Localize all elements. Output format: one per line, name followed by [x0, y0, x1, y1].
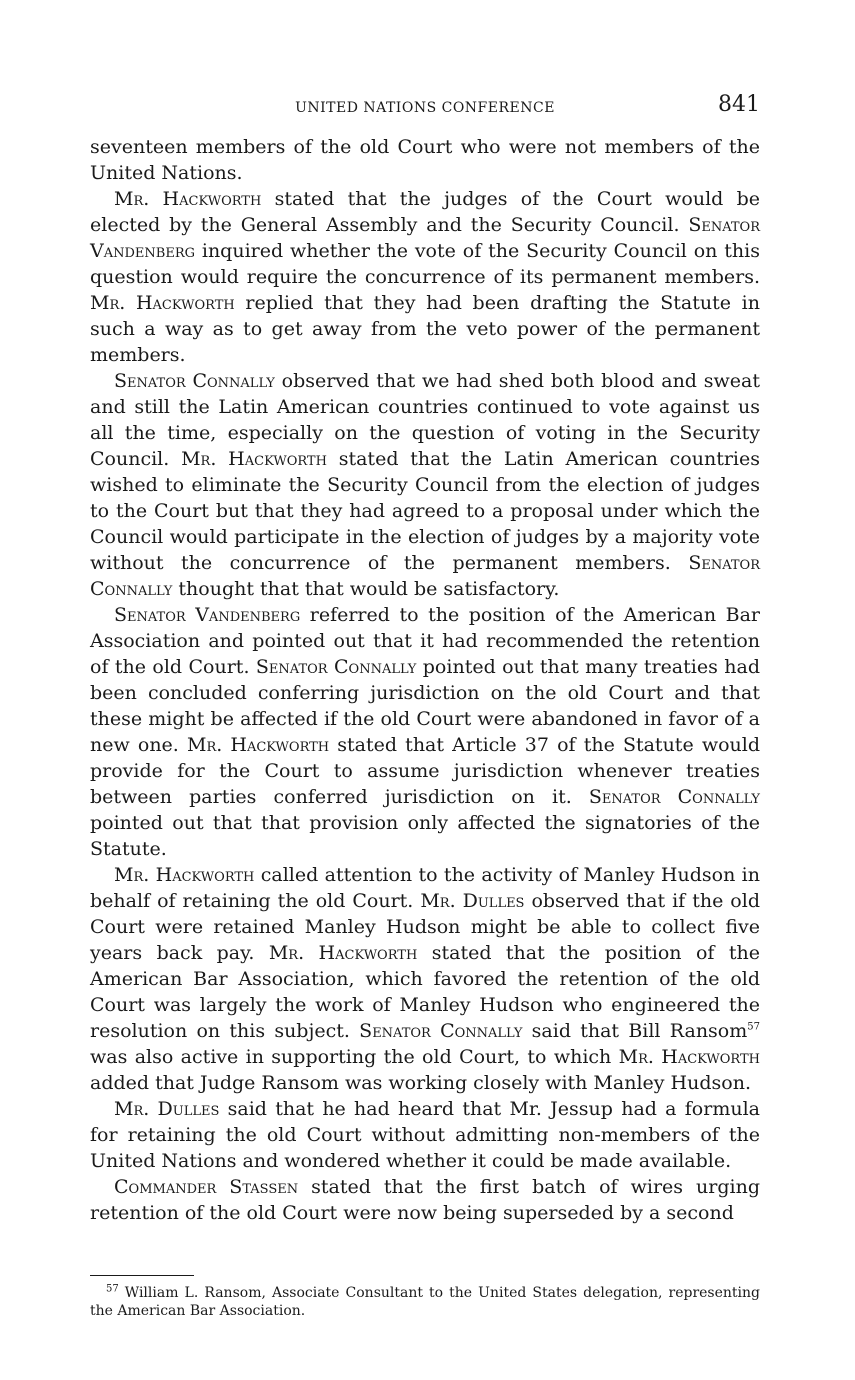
speaker-name: Mr. Dulles [114, 1098, 220, 1120]
speaker-name: Mr. Hackworth [181, 448, 327, 470]
speaker-name: Commander Stassen [114, 1176, 299, 1198]
speaker-name: Senator Connally [255, 656, 417, 678]
paragraph-2 [90, 186, 760, 368]
paragraph-1 [90, 134, 760, 186]
speaker-name: Senator Vandenberg [90, 214, 760, 262]
speaker-name: Mr. Hackworth [90, 292, 235, 314]
speaker-name: Mr. Hackworth [618, 1046, 760, 1068]
paragraph-4 [90, 602, 760, 862]
speaker-name: Senator Connally [90, 552, 760, 600]
paragraph-text: inquired whether the vote of the Security Council on this question would require the concurrence of its permanent members. [90, 240, 760, 288]
footnote-text: William L. Ransom, Associate Consultant to the United States delegation, representing the American Bar Association. [90, 1285, 760, 1319]
paragraph-text: referred to the position of the American Bar Association and pointed out that it had recommended the retention of the old Court. [90, 604, 760, 678]
speaker-name: Mr. Hackworth [186, 734, 330, 756]
footnote-number: 57 [106, 1283, 119, 1295]
paragraph-text: stated that the Latin American countries wished to eliminate the Security Council from the election of judges to the Court but that they had agreed to a proposal under which the Council would participate in the election of judges by a majority vote without the concurrence of the permanent members. [90, 448, 761, 574]
paragraph-6 [90, 1096, 760, 1174]
paragraph-text: seventeen members of the old Court who were not members of the United Nations. [90, 136, 760, 184]
speaker-name: Mr. Hackworth [114, 188, 262, 210]
paragraph-text: stated that the position of the American Bar Association, which favored the retention of the old Court was largely the work of Manley Hudson who engineered the resolution on this subject. [90, 942, 760, 1042]
paragraph-7 [90, 1174, 760, 1226]
footnote-reference: 57 [747, 1021, 760, 1033]
paragraph-text: added that Judge Ransom was working closely with Manley Hudson. [90, 1072, 751, 1094]
paragraph-text: called attention to the activity of Manley Hudson in behalf of retaining the old Court. [90, 864, 760, 912]
running-head [90, 92, 760, 126]
paragraph-3 [90, 368, 760, 602]
paragraph-text: pointed out that many treaties had been concluded conferring jurisdiction on the old Court and that these might be affected if the old Court were abandoned in favor of a new one. [90, 656, 760, 756]
paragraph-text: said that he had heard that Mr. Jessup had a formula for retaining the old Court without admitting non-members of the United Nations and wondered whether it could be made available. [90, 1098, 760, 1172]
page-number: 841 [718, 92, 760, 117]
paragraph-text: stated that Article 37 of the Statute would provide for the Court to assume jurisdiction whenever treaties between parties conferred jurisdiction on it. [90, 734, 760, 808]
paragraph-text: was also active in supporting the old Court, to which [90, 1046, 619, 1068]
paragraph-text: replied that they had been drafting the Statute in such a way as to get away from the veto power of the permanent members. [90, 292, 760, 366]
paragraph-text: observed that we had shed both blood and sweat and still the Latin American countries continued to vote against us all the time, especially on the question of voting in the Security Council. [90, 370, 760, 470]
paragraph-text: said that Bill Ransom [522, 1020, 748, 1042]
page [90, 92, 760, 1226]
paragraph-text: stated that the judges of the Court would be elected by the General Assembly and the Security Council. [90, 188, 760, 236]
speaker-name: Mr. Hackworth [268, 942, 418, 964]
paragraph-text: thought that that would be satisfactory. [172, 578, 560, 600]
paragraph-text: stated that the first batch of wires urging retention of the old Court were now being superseded by a second [90, 1176, 760, 1224]
paragraph-5 [90, 862, 760, 1096]
paragraph-text: observed that if the old Court were retained Manley Hudson might be able to collect five years back pay. [90, 890, 760, 964]
paragraph-text: pointed out that that provision only affected the signatories of the Statute. [90, 812, 760, 860]
footnote-divider [90, 1275, 194, 1276]
speaker-name: Senator Connally [114, 370, 275, 392]
speaker-name: Mr. Hackworth [114, 864, 255, 886]
speaker-name: Senator Connally [588, 786, 760, 808]
footnote [90, 1284, 760, 1320]
speaker-name: Senator Connally [359, 1020, 523, 1042]
speaker-name: Mr. Dulles [420, 890, 525, 912]
body-text [90, 134, 760, 1226]
speaker-name: Senator Vandenberg [114, 604, 301, 626]
running-title: UNITED NATIONS CONFERENCE [295, 100, 555, 116]
